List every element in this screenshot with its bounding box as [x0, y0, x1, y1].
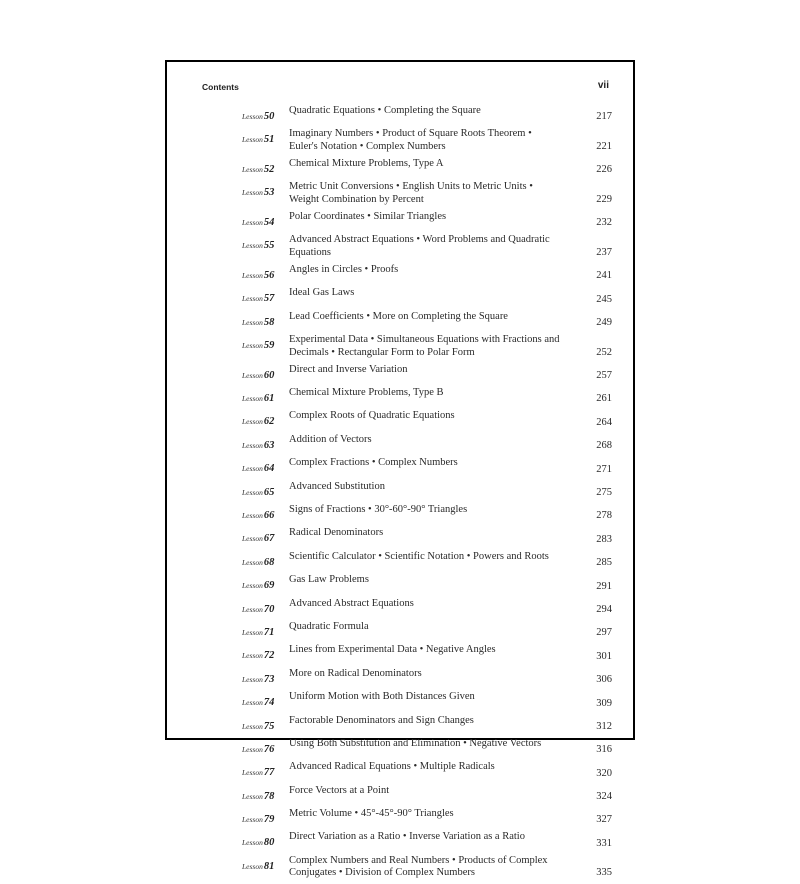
lesson-title	[289, 334, 612, 359]
lesson-title	[289, 181, 612, 206]
lesson-number: 80	[263, 837, 275, 849]
lesson-title	[289, 574, 612, 587]
lesson-number: 79	[263, 814, 275, 826]
lesson-word: Lesson	[242, 627, 263, 637]
lesson-title-line: Complex Numbers and Real Numbers • Products of Complex	[289, 854, 548, 866]
lesson-number: 57	[263, 293, 275, 305]
lesson-title-line: Lines from Experimental Data • Negative Angles	[289, 644, 496, 656]
toc-entry	[242, 105, 612, 124]
lesson-label	[242, 105, 289, 124]
lesson-number: 70	[263, 603, 275, 615]
lesson-title-line: Addition of Vectors	[289, 433, 372, 445]
toc-entry	[242, 761, 612, 780]
lesson-title-line: Force Vectors at a Point	[289, 784, 390, 796]
toc-entry	[242, 574, 612, 593]
toc-entry	[242, 434, 612, 453]
lesson-label	[242, 410, 289, 429]
lesson-label	[242, 234, 289, 253]
lesson-word: Lesson	[242, 815, 263, 825]
page-number: 316	[596, 744, 612, 756]
lesson-label	[242, 264, 289, 283]
lesson-title-line: Weight Combination by Percent	[289, 193, 424, 205]
toc-entry	[242, 264, 612, 283]
lesson-title	[289, 234, 612, 259]
lesson-number: 65	[263, 486, 275, 498]
lesson-label	[242, 181, 289, 200]
lesson-label	[242, 715, 289, 734]
toc-entry	[242, 234, 612, 259]
lesson-word: Lesson	[242, 861, 263, 871]
lesson-title-line: Complex Roots of Quadratic Equations	[289, 410, 455, 422]
lesson-label	[242, 334, 289, 353]
lesson-title-line: Scientific Calculator • Scientific Notation • Powers and Roots	[289, 550, 549, 562]
toc-entry	[242, 621, 612, 640]
lesson-number: 73	[263, 673, 275, 685]
page-number: 301	[596, 650, 612, 662]
lesson-word: Lesson	[242, 464, 263, 474]
lesson-title	[289, 668, 612, 681]
page-number: 257	[596, 370, 612, 382]
lesson-title-line: Using Both Substitution and Elimination • Negative Vectors	[289, 737, 542, 749]
lesson-title	[289, 105, 612, 118]
lesson-label	[242, 691, 289, 710]
lesson-title	[289, 158, 612, 171]
lesson-word: Lesson	[242, 217, 263, 227]
lesson-word: Lesson	[242, 241, 263, 251]
lesson-label	[242, 855, 289, 874]
lesson-label	[242, 598, 289, 617]
lesson-title-line: Advanced Radical Equations • Multiple Radicals	[289, 761, 495, 773]
lesson-title	[289, 785, 612, 798]
page-number: 221	[596, 140, 612, 152]
lesson-number: 77	[263, 767, 275, 779]
page-number: 226	[596, 164, 612, 176]
lesson-word: Lesson	[242, 112, 263, 121]
toc-entry	[242, 527, 612, 546]
lesson-label	[242, 831, 289, 850]
lesson-label	[242, 287, 289, 306]
lesson-title-line: Euler's Notation • Complex Numbers	[289, 140, 446, 152]
lesson-label	[242, 128, 289, 147]
lesson-number: 76	[263, 743, 275, 755]
lesson-number: 68	[263, 556, 275, 568]
toc-entry	[242, 644, 612, 663]
lesson-word: Lesson	[242, 317, 263, 327]
page-number: 297	[596, 627, 612, 639]
toc-entry	[242, 158, 612, 177]
page-number: 335	[596, 867, 612, 879]
lesson-word: Lesson	[242, 768, 263, 778]
lesson-title	[289, 128, 612, 153]
toc-entry	[242, 598, 612, 617]
lesson-number: 58	[263, 316, 275, 328]
lesson-label	[242, 481, 289, 500]
lesson-title	[289, 598, 612, 611]
lesson-word: Lesson	[242, 557, 263, 567]
lesson-word: Lesson	[242, 370, 263, 380]
lesson-number: 72	[263, 650, 275, 662]
lesson-title-line: Uniform Motion with Both Distances Given	[289, 691, 475, 703]
page-number: 232	[596, 217, 612, 229]
toc-entry	[242, 691, 612, 710]
table-of-contents	[242, 105, 612, 884]
lesson-word: Lesson	[242, 698, 263, 708]
lesson-title-line: Direct and Inverse Variation	[289, 363, 408, 375]
lesson-number: 52	[263, 163, 275, 175]
lesson-word: Lesson	[242, 651, 263, 661]
page-number: 229	[596, 193, 612, 205]
lesson-title	[289, 644, 612, 657]
lesson-word: Lesson	[242, 604, 263, 614]
lesson-number: 56	[263, 269, 275, 281]
page-folio: vii	[597, 80, 609, 91]
lesson-title	[289, 527, 612, 540]
lesson-number: 71	[263, 626, 275, 638]
lesson-title	[289, 434, 612, 447]
lesson-number: 55	[263, 240, 275, 252]
lesson-number: 50	[263, 111, 275, 122]
lesson-title	[289, 855, 612, 880]
lesson-title	[289, 311, 612, 324]
book-page	[165, 60, 635, 879]
lesson-title-line: Complex Fractions • Complex Numbers	[289, 457, 458, 469]
lesson-title-line: Radical Denominators	[289, 527, 384, 539]
lesson-label	[242, 311, 289, 330]
toc-entry	[242, 181, 612, 206]
page-number: 237	[596, 246, 612, 258]
page-number: 327	[596, 814, 612, 826]
lesson-title	[289, 264, 612, 277]
toc-entry	[242, 855, 612, 880]
lesson-title-line: Metric Volume • 45°-45°-90° Triangles	[289, 808, 454, 820]
lesson-title	[289, 387, 612, 400]
lesson-title-line: Conjugates • Division of Complex Numbers	[289, 867, 475, 879]
lesson-word: Lesson	[242, 791, 263, 801]
page-number: 291	[596, 580, 612, 592]
running-head: Contents	[202, 82, 239, 92]
lesson-title	[289, 761, 612, 774]
lesson-title-line: Quadratic Equations • Completing the Square	[289, 105, 481, 116]
lesson-title	[289, 211, 612, 224]
toc-entry	[242, 785, 612, 804]
lesson-number: 53	[263, 187, 275, 199]
lesson-number: 74	[263, 697, 275, 709]
page-number: 271	[596, 463, 612, 475]
lesson-label	[242, 158, 289, 177]
lesson-word: Lesson	[242, 511, 263, 520]
lesson-label	[242, 761, 289, 780]
toc-entry	[242, 287, 612, 306]
lesson-label	[242, 457, 289, 476]
toc-entry	[242, 457, 612, 476]
lesson-title	[289, 715, 612, 728]
lesson-title-line: Direct Variation as a Ratio • Inverse Variation as a Ratio	[289, 831, 525, 843]
lesson-title-line: Advanced Abstract Equations	[289, 597, 414, 609]
lesson-title-line: Metric Unit Conversions • English Units to Metric Units •	[289, 181, 533, 193]
lesson-title	[289, 831, 612, 844]
lesson-title	[289, 551, 612, 564]
toc-entry	[242, 481, 612, 500]
lesson-number: 64	[263, 463, 275, 475]
lesson-number: 63	[263, 439, 275, 451]
lesson-number: 59	[263, 340, 275, 352]
lesson-word: Lesson	[242, 534, 263, 544]
lesson-title-line: Polar Coordinates • Similar Triangles	[289, 210, 447, 222]
lesson-word: Lesson	[242, 674, 263, 684]
lesson-word: Lesson	[242, 394, 263, 404]
page-number: 285	[596, 557, 612, 569]
lesson-number: 51	[263, 134, 275, 146]
lesson-number: 78	[263, 790, 275, 802]
toc-entry	[242, 334, 612, 359]
lesson-title	[289, 457, 612, 470]
lesson-word: Lesson	[242, 164, 263, 174]
lesson-title-line: Chemical Mixture Problems, Type A	[289, 157, 444, 169]
lesson-title-line: Experimental Data • Simultaneous Equations with Fractions and	[289, 334, 560, 346]
lesson-label	[242, 551, 289, 570]
lesson-label	[242, 504, 289, 523]
toc-entry	[242, 715, 612, 734]
lesson-title-line: Chemical Mixture Problems, Type B	[289, 387, 444, 399]
lesson-title-line: Gas Law Problems	[289, 574, 369, 586]
page-number: 217	[596, 111, 612, 123]
lesson-number: 66	[263, 510, 275, 521]
toc-entry	[242, 504, 612, 523]
page-number: 252	[596, 346, 612, 358]
toc-entry	[242, 211, 612, 230]
lesson-title-line: More on Radical Denominators	[289, 667, 422, 679]
lesson-title	[289, 364, 612, 377]
toc-entry	[242, 387, 612, 406]
toc-entry	[242, 364, 612, 383]
page-number: 268	[596, 440, 612, 452]
lesson-title-line: Angles in Circles • Proofs	[289, 263, 399, 275]
lesson-title	[289, 410, 612, 423]
page-number: 312	[596, 720, 612, 732]
lesson-title	[289, 481, 612, 494]
lesson-word: Lesson	[242, 417, 263, 427]
lesson-label	[242, 364, 289, 383]
toc-entry	[242, 410, 612, 429]
lesson-title-line: Imaginary Numbers • Product of Square Roots Theorem •	[289, 128, 532, 140]
lesson-number: 62	[263, 416, 275, 428]
lesson-number: 54	[263, 216, 275, 228]
lesson-word: Lesson	[242, 744, 263, 754]
lesson-title	[289, 808, 612, 821]
page-number: 241	[596, 270, 612, 282]
toc-entry	[242, 128, 612, 153]
toc-entry	[242, 668, 612, 687]
lesson-label	[242, 644, 289, 663]
page-number: 309	[596, 697, 612, 709]
lesson-title-line: Advanced Substitution	[289, 480, 385, 492]
page-number: 294	[596, 603, 612, 615]
lesson-number: 75	[263, 720, 275, 732]
lesson-word: Lesson	[242, 341, 263, 351]
lesson-label	[242, 574, 289, 593]
lesson-title-line: Lead Coefficients • More on Completing the Square	[289, 310, 508, 322]
lesson-label	[242, 211, 289, 230]
page-number: 320	[596, 767, 612, 779]
lesson-number: 69	[263, 580, 275, 592]
toc-entry	[242, 808, 612, 827]
lesson-label	[242, 738, 289, 757]
lesson-label	[242, 785, 289, 804]
lesson-word: Lesson	[242, 487, 263, 497]
lesson-word: Lesson	[242, 270, 263, 280]
lesson-title-line: Signs of Fractions • 30°-60°-90° Triangles	[289, 504, 468, 515]
page-number: 275	[596, 487, 612, 499]
lesson-title	[289, 504, 612, 517]
lesson-title	[289, 738, 612, 751]
lesson-label	[242, 387, 289, 406]
lesson-title-line: Factorable Denominators and Sign Changes	[289, 714, 474, 726]
lesson-title	[289, 287, 612, 300]
lesson-word: Lesson	[242, 838, 263, 848]
toc-entry	[242, 831, 612, 850]
lesson-title-line: Ideal Gas Laws	[289, 287, 355, 299]
lesson-word: Lesson	[242, 135, 263, 145]
lesson-number: 67	[263, 533, 275, 545]
lesson-label	[242, 434, 289, 453]
page-number: 306	[596, 674, 612, 686]
page-number: 324	[596, 791, 612, 803]
page-number: 331	[596, 837, 612, 849]
lesson-word: Lesson	[242, 294, 263, 304]
lesson-number: 81	[263, 860, 275, 872]
lesson-label	[242, 621, 289, 640]
lesson-title-line: Quadratic Formula	[289, 620, 369, 632]
toc-entry	[242, 311, 612, 330]
toc-entry	[242, 551, 612, 570]
page-number: 283	[596, 533, 612, 545]
lesson-title	[289, 691, 612, 704]
lesson-number: 61	[263, 393, 275, 405]
page-number: 249	[596, 317, 612, 329]
lesson-label	[242, 527, 289, 546]
lesson-word: Lesson	[242, 188, 263, 198]
lesson-title-line: Equations	[289, 246, 331, 258]
lesson-title-line: Decimals • Rectangular Form to Polar Form	[289, 346, 475, 358]
page-number: 264	[596, 416, 612, 428]
lesson-word: Lesson	[242, 440, 263, 450]
lesson-label	[242, 668, 289, 687]
toc-entry	[242, 738, 612, 757]
lesson-number: 60	[263, 369, 275, 381]
lesson-word: Lesson	[242, 581, 263, 591]
page-number: 245	[596, 293, 612, 305]
lesson-word: Lesson	[242, 721, 263, 731]
lesson-label	[242, 808, 289, 827]
page-number: 278	[596, 510, 612, 522]
page-number: 261	[596, 393, 612, 405]
lesson-title	[289, 621, 612, 634]
lesson-title-line: Advanced Abstract Equations • Word Problems and Quadratic	[289, 234, 550, 246]
